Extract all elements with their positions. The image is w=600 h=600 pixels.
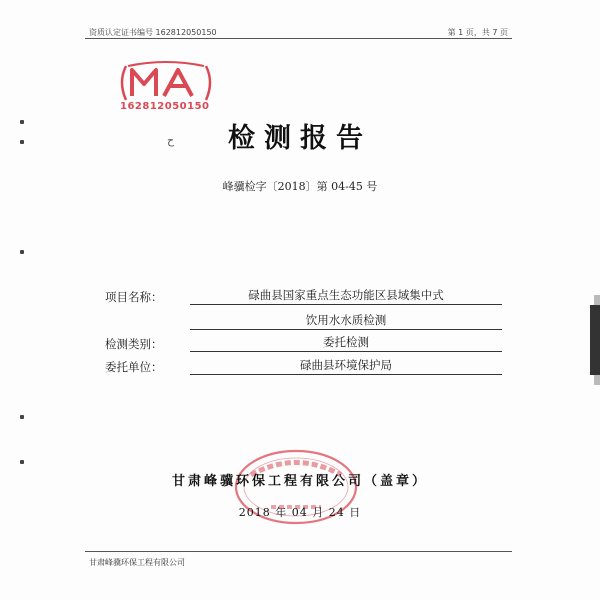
client-value: 碌曲县环境保护局 bbox=[190, 357, 502, 375]
category-label: 检测类别： bbox=[105, 337, 163, 351]
category-value: 委托检测 bbox=[190, 334, 502, 352]
document-number: 峰骥检字〔2018〕第 04-45 号 bbox=[222, 180, 378, 193]
project-label: 项目名称： bbox=[105, 290, 163, 304]
certificate-number: 资质认定证书编号 162812050150 bbox=[89, 28, 217, 37]
handwritten-mark: ح bbox=[167, 134, 175, 147]
page-title: 检测报告 bbox=[228, 123, 372, 154]
issue-date: 2018 年 04 月 24 日 bbox=[238, 506, 362, 519]
issuer-company: 甘肃峰骥环保工程有限公司（盖章） bbox=[171, 474, 428, 489]
page-indicator: 第 1 页，共 7 页 bbox=[447, 28, 508, 37]
logo-number: 162812050150 bbox=[120, 101, 210, 112]
project-value-line1: 碌曲县国家重点生态功能区县域集中式 bbox=[190, 287, 502, 305]
header-divider bbox=[85, 38, 512, 39]
footer-divider bbox=[85, 551, 512, 552]
project-value-line2: 饮用水水质检测 bbox=[190, 312, 502, 330]
client-label: 委托单位： bbox=[105, 360, 163, 374]
footer-company: 甘肃峰骥环保工程有限公司 bbox=[89, 558, 185, 567]
scan-edge bbox=[590, 305, 600, 375]
